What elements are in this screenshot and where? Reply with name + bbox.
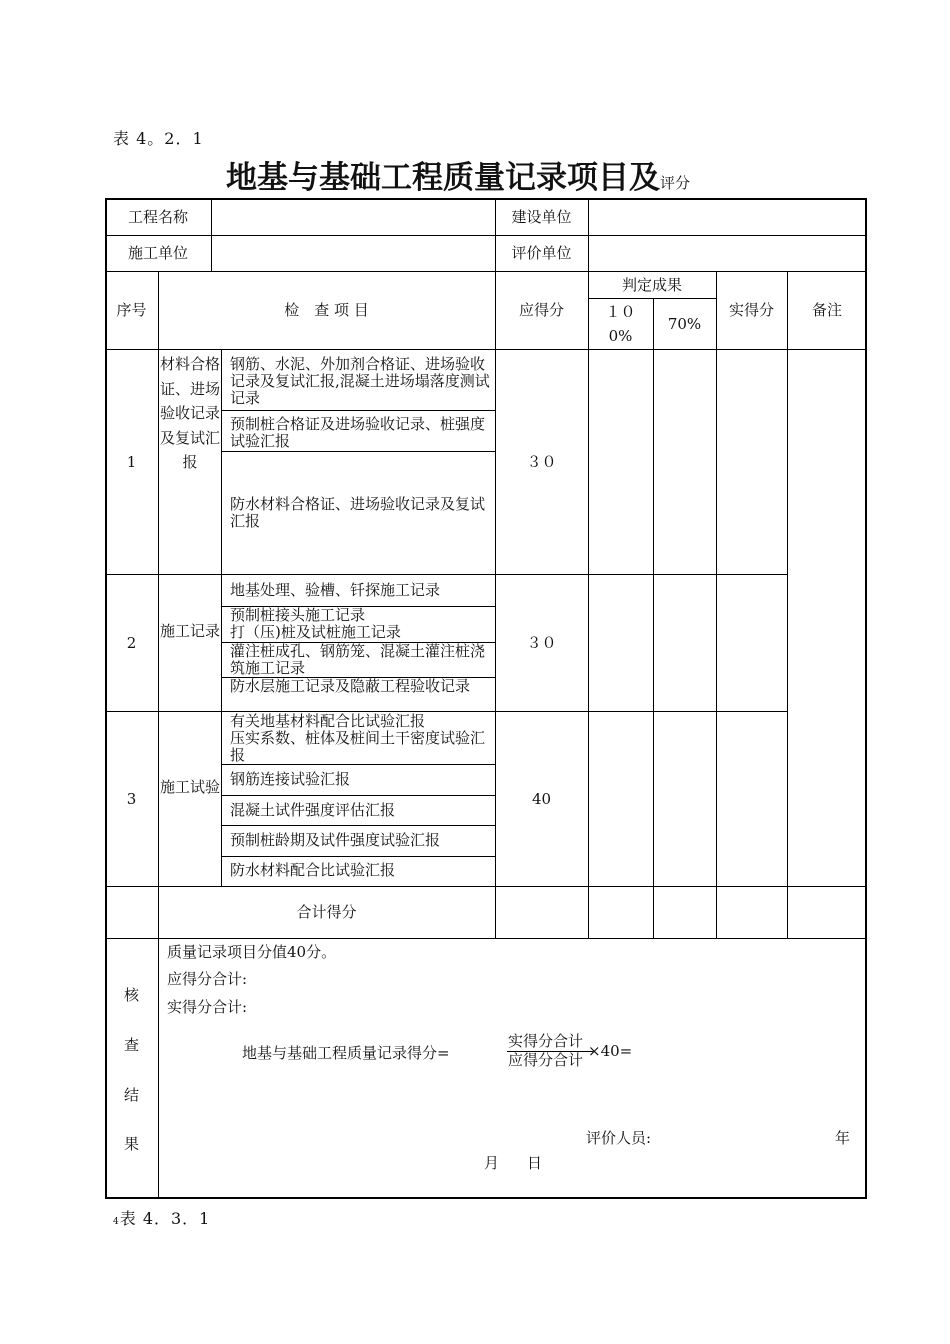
header-pct-100 [588, 298, 653, 349]
group-3-score: 40 [531, 789, 552, 808]
next-caption-text: 表 4．3．1 [119, 1209, 211, 1228]
caption-mark: 4 [113, 1217, 120, 1227]
group-3-item-5: 防水材料配合比试验汇报 [230, 861, 396, 879]
group-3-item-1: 有关地基材料配合比试验汇报 压实系数、桩体及桩间土干密度试验汇报 [230, 712, 486, 764]
formula-numerator: 实得分合计 [508, 1032, 584, 1050]
header-score-actual: 实得分 [728, 301, 774, 319]
group-1-score: ３０ [526, 452, 557, 471]
total-label: 合计得分 [296, 903, 357, 921]
table-caption: 表 4。2．1 [113, 129, 204, 148]
header-seq: 序号 [116, 301, 147, 319]
review-line-3: 实得分合计: [167, 998, 248, 1016]
page-title [226, 152, 690, 197]
header-check-items: 检 查 项 目 [284, 301, 369, 319]
group-1-item-2: 预制桩合格证及进场验收记录、桩强度试验汇报 [230, 415, 486, 450]
group-2-item-1: 地基处理、验槽、钎探施工记录 [230, 581, 441, 599]
header-judgment: 判定成果 [621, 275, 682, 294]
project-name-label: 工程名称 [127, 207, 188, 226]
group-3-item-2: 钢筋连接试验汇报 [230, 770, 351, 788]
construction-unit-label: 施工单位 [127, 244, 188, 262]
review-label-char-1: 核 [123, 986, 139, 1004]
pct-100-line1: １０ [605, 302, 636, 321]
header-pct-70: 70% [667, 314, 702, 333]
group-3-category: 施工试验 [159, 778, 220, 796]
group-1-category: 材料合格证、进场验收记录及复试汇报 [159, 355, 220, 471]
date-month: 月 [484, 1154, 500, 1172]
header-remarks: 备注 [811, 301, 842, 319]
group-2-category: 施工记录 [159, 622, 220, 640]
group-2-item-3: 灌注桩成孔、钢筋笼、混凝土灌注桩浇筑施工记录 [230, 642, 486, 677]
pct-100-line2: 0% [608, 326, 633, 345]
group-1-seq: 1 [126, 452, 137, 471]
next-table-caption [113, 1206, 210, 1229]
group-1-item-3: 防水材料合格证、进场验收记录及复试汇报 [230, 495, 486, 530]
group-2-score: ３０ [526, 633, 557, 652]
review-label-char-2: 查 [123, 1036, 139, 1054]
evaluation-unit-label: 评价单位 [511, 244, 572, 262]
date-day: 日 [527, 1154, 543, 1172]
title-suffix: 评分 [660, 174, 691, 192]
builder-label: 建设单位 [511, 207, 572, 226]
review-line-1: 质量记录项目分值40分。 [167, 943, 337, 961]
review-label-char-3: 结 [123, 1086, 139, 1104]
date-year: 年 [835, 1129, 851, 1147]
header-score-due: 应得分 [518, 301, 564, 319]
group-2-item-2: 预制桩接头施工记录 打（压)桩及试桩施工记录 [230, 606, 401, 641]
formula-tail: ×40= [588, 1042, 633, 1060]
review-line-2: 应得分合计: [167, 970, 248, 988]
group-2-item-4: 防水层施工记录及隐蔽工程验收记录 [230, 677, 471, 695]
review-label-char-4: 果 [123, 1135, 139, 1153]
group-3-item-3: 混凝土试件强度评估汇报 [230, 801, 396, 819]
evaluator-label: 评价人员: [586, 1129, 652, 1147]
group-3-item-4: 预制桩龄期及试件强度试验汇报 [230, 831, 441, 849]
group-1-item-1: 钢筋、水泥、外加剂合格证、进场验收记录及复试汇报,混凝土进场塌落度测试记录 [230, 355, 490, 407]
formula-denominator: 应得分合计 [508, 1051, 584, 1069]
formula-label: 地基与基础工程质量记录得分= [242, 1044, 450, 1062]
group-2-seq: 2 [126, 633, 137, 652]
group-3-seq: 3 [126, 789, 137, 808]
title-main: 地基与基础工程质量记录项目及 [226, 160, 660, 196]
